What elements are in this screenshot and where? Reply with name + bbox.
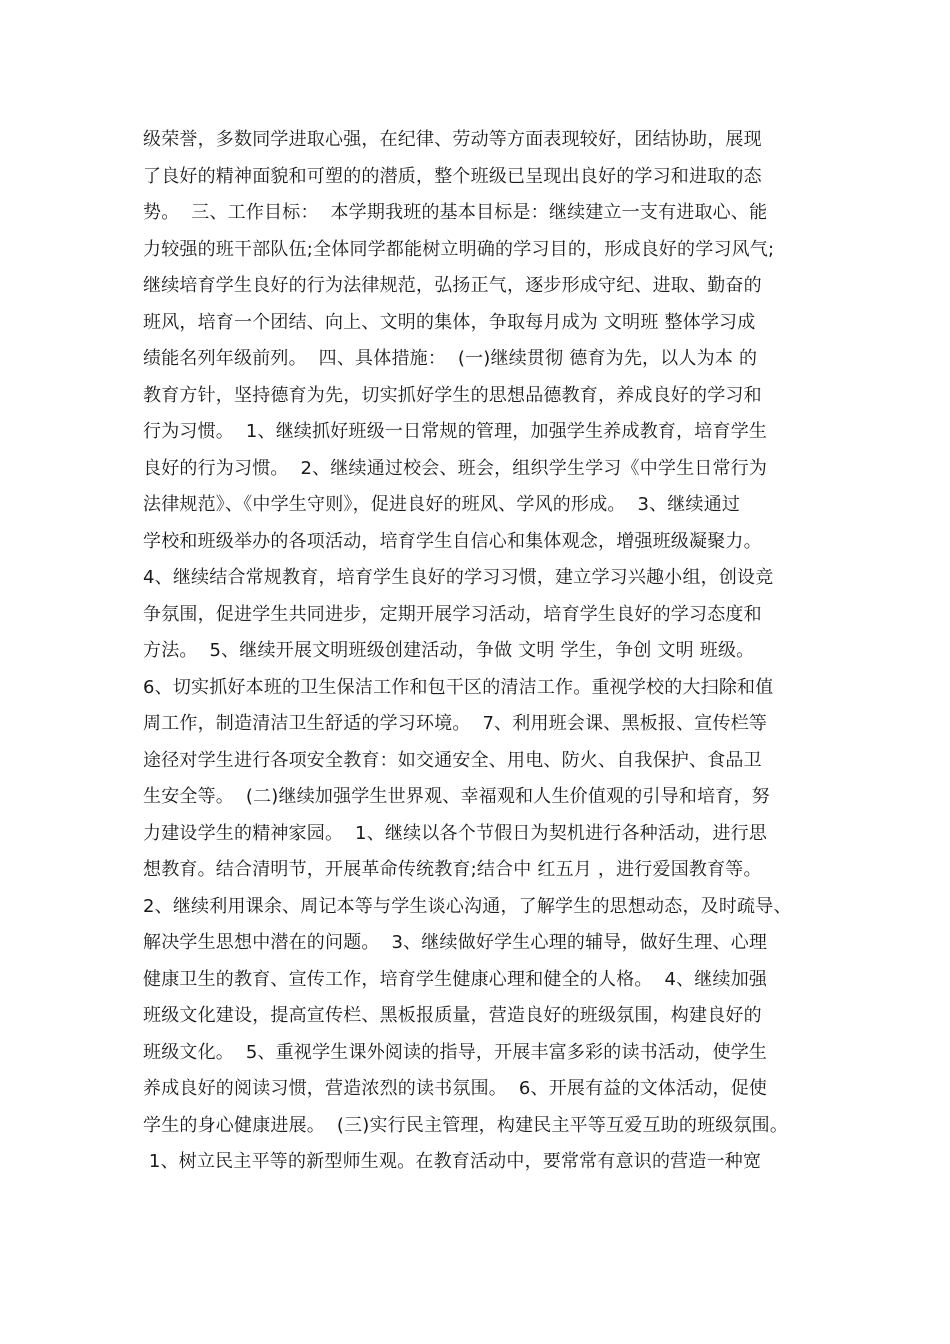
- text-line: 继续培育学生良好的行为法律规范，弘扬正气，逐步形成守纪、进取、勤奋的: [143, 275, 762, 296]
- text-line: 争氛围，促进学生共同进步，定期开展学习活动，培育学生良好的学习态度和: [143, 603, 762, 625]
- text-line: 班级文化建设，提高宣传栏、黑板报质量，营造良好的班级氛围，构建良好的: [143, 1005, 762, 1026]
- text-line: 教育方针，坚持德育为先，切实抓好学生的思想品德教育，养成良好的学习和: [143, 384, 762, 406]
- text-line: 途径对学生进行各项安全教育：如交通安全、用电、防火、自我保护、食品卫: [143, 749, 762, 771]
- text-line: 解决学生思想中潜在的问题。 3、继续做好学生心理的辅导，做好生理、心理: [143, 932, 768, 953]
- text-line: 学生的身心健康进展。 (三)实行民主管理，构建民主平等互爱互助的班级氛围。: [143, 1114, 789, 1136]
- text-line: 1、树立民主平等的新型师生观。在教育活动中，要常常有意识的营造一种宽: [143, 1151, 762, 1172]
- text-line: 法律规范》、《中学生守则》，促进良好的班风、学风的形成。 3、继续通过: [143, 494, 741, 515]
- text-line: 想教育。结合清明节，开展革命传统教育;结合中 红五月 ，进行爱国教育等。: [143, 859, 762, 880]
- text-line: 势。 三、工作目标： 本学期我班的基本目标是：继续建立一支有进取心、能: [143, 202, 768, 223]
- text-line: 级荣誉，多数同学进取心强，在纪律、劳动等方面表现较好，团结协助，展现: [143, 129, 762, 150]
- text-line: 了良好的精神面貌和可塑的的潜质，整个班级已呈现出良好的学习和进取的态: [143, 165, 762, 187]
- text-line: 6、切实抓好本班的卫生保洁工作和包干区的清洁工作。重视学校的大扫除和值: [143, 676, 774, 698]
- text-line: 生安全等。 (二)继续加强学生世界观、幸福观和人生价值观的引导和培育，努: [143, 786, 770, 807]
- text-line: 方法。 5、继续开展文明班级创建活动，争做 文明 学生，争创 文明 班级。: [143, 640, 755, 661]
- text-line: 行为习惯。 1、继续抓好班级一日常规的管理，加强学生养成教育，培育学生: [143, 421, 768, 442]
- text-line: 力建设学生的精神家园。 1、继续以各个节假日为契机进行各种活动，进行思: [143, 822, 768, 844]
- text-line: 健康卫生的教育、宣传工作，培育学生健康心理和健全的人格。 4、继续加强: [143, 968, 768, 990]
- text-line: 班风，培育一个团结、向上、文明的集体，争取每月成为 文明班 整体学习成: [143, 311, 756, 333]
- text-line: 2、继续利用课余、周记本等与学生谈心沟通，了解学生的思想动态，及时疏导、: [143, 895, 792, 917]
- body-text: [143, 122, 843, 1181]
- text-line: 良好的行为习惯。 2、继续通过校会、班会，组织学生学习《中学生日常行为: [143, 457, 768, 479]
- text-line: 4、继续结合常规教育，培育学生良好的学习习惯，建立学习兴趣小组，创设竞: [143, 567, 774, 588]
- text-line: 班级文化。 5、重视学生课外阅读的指导，开展丰富多彩的读书活动，使学生: [143, 1041, 768, 1063]
- text-line: 绩能名列年级前列。 四、具体措施： (一)继续贯彻 德育为先，以人为本 的: [143, 348, 758, 369]
- text-line: 周工作，制造清洁卫生舒适的学习环境。 7、利用班会课、黑板报、宣传栏等: [143, 713, 768, 734]
- text-line: 养成良好的阅读习惯，营造浓烈的读书氛围。 6、开展有益的文体活动，促使: [143, 1078, 768, 1099]
- text-line: 学校和班级举办的各项活动，培育学生自信心和集体观念，增强班级凝聚力。: [143, 530, 762, 552]
- text-line: 力较强的班干部队伍;全体同学都能树立明确的学习目的，形成良好的学习风气;: [143, 238, 775, 260]
